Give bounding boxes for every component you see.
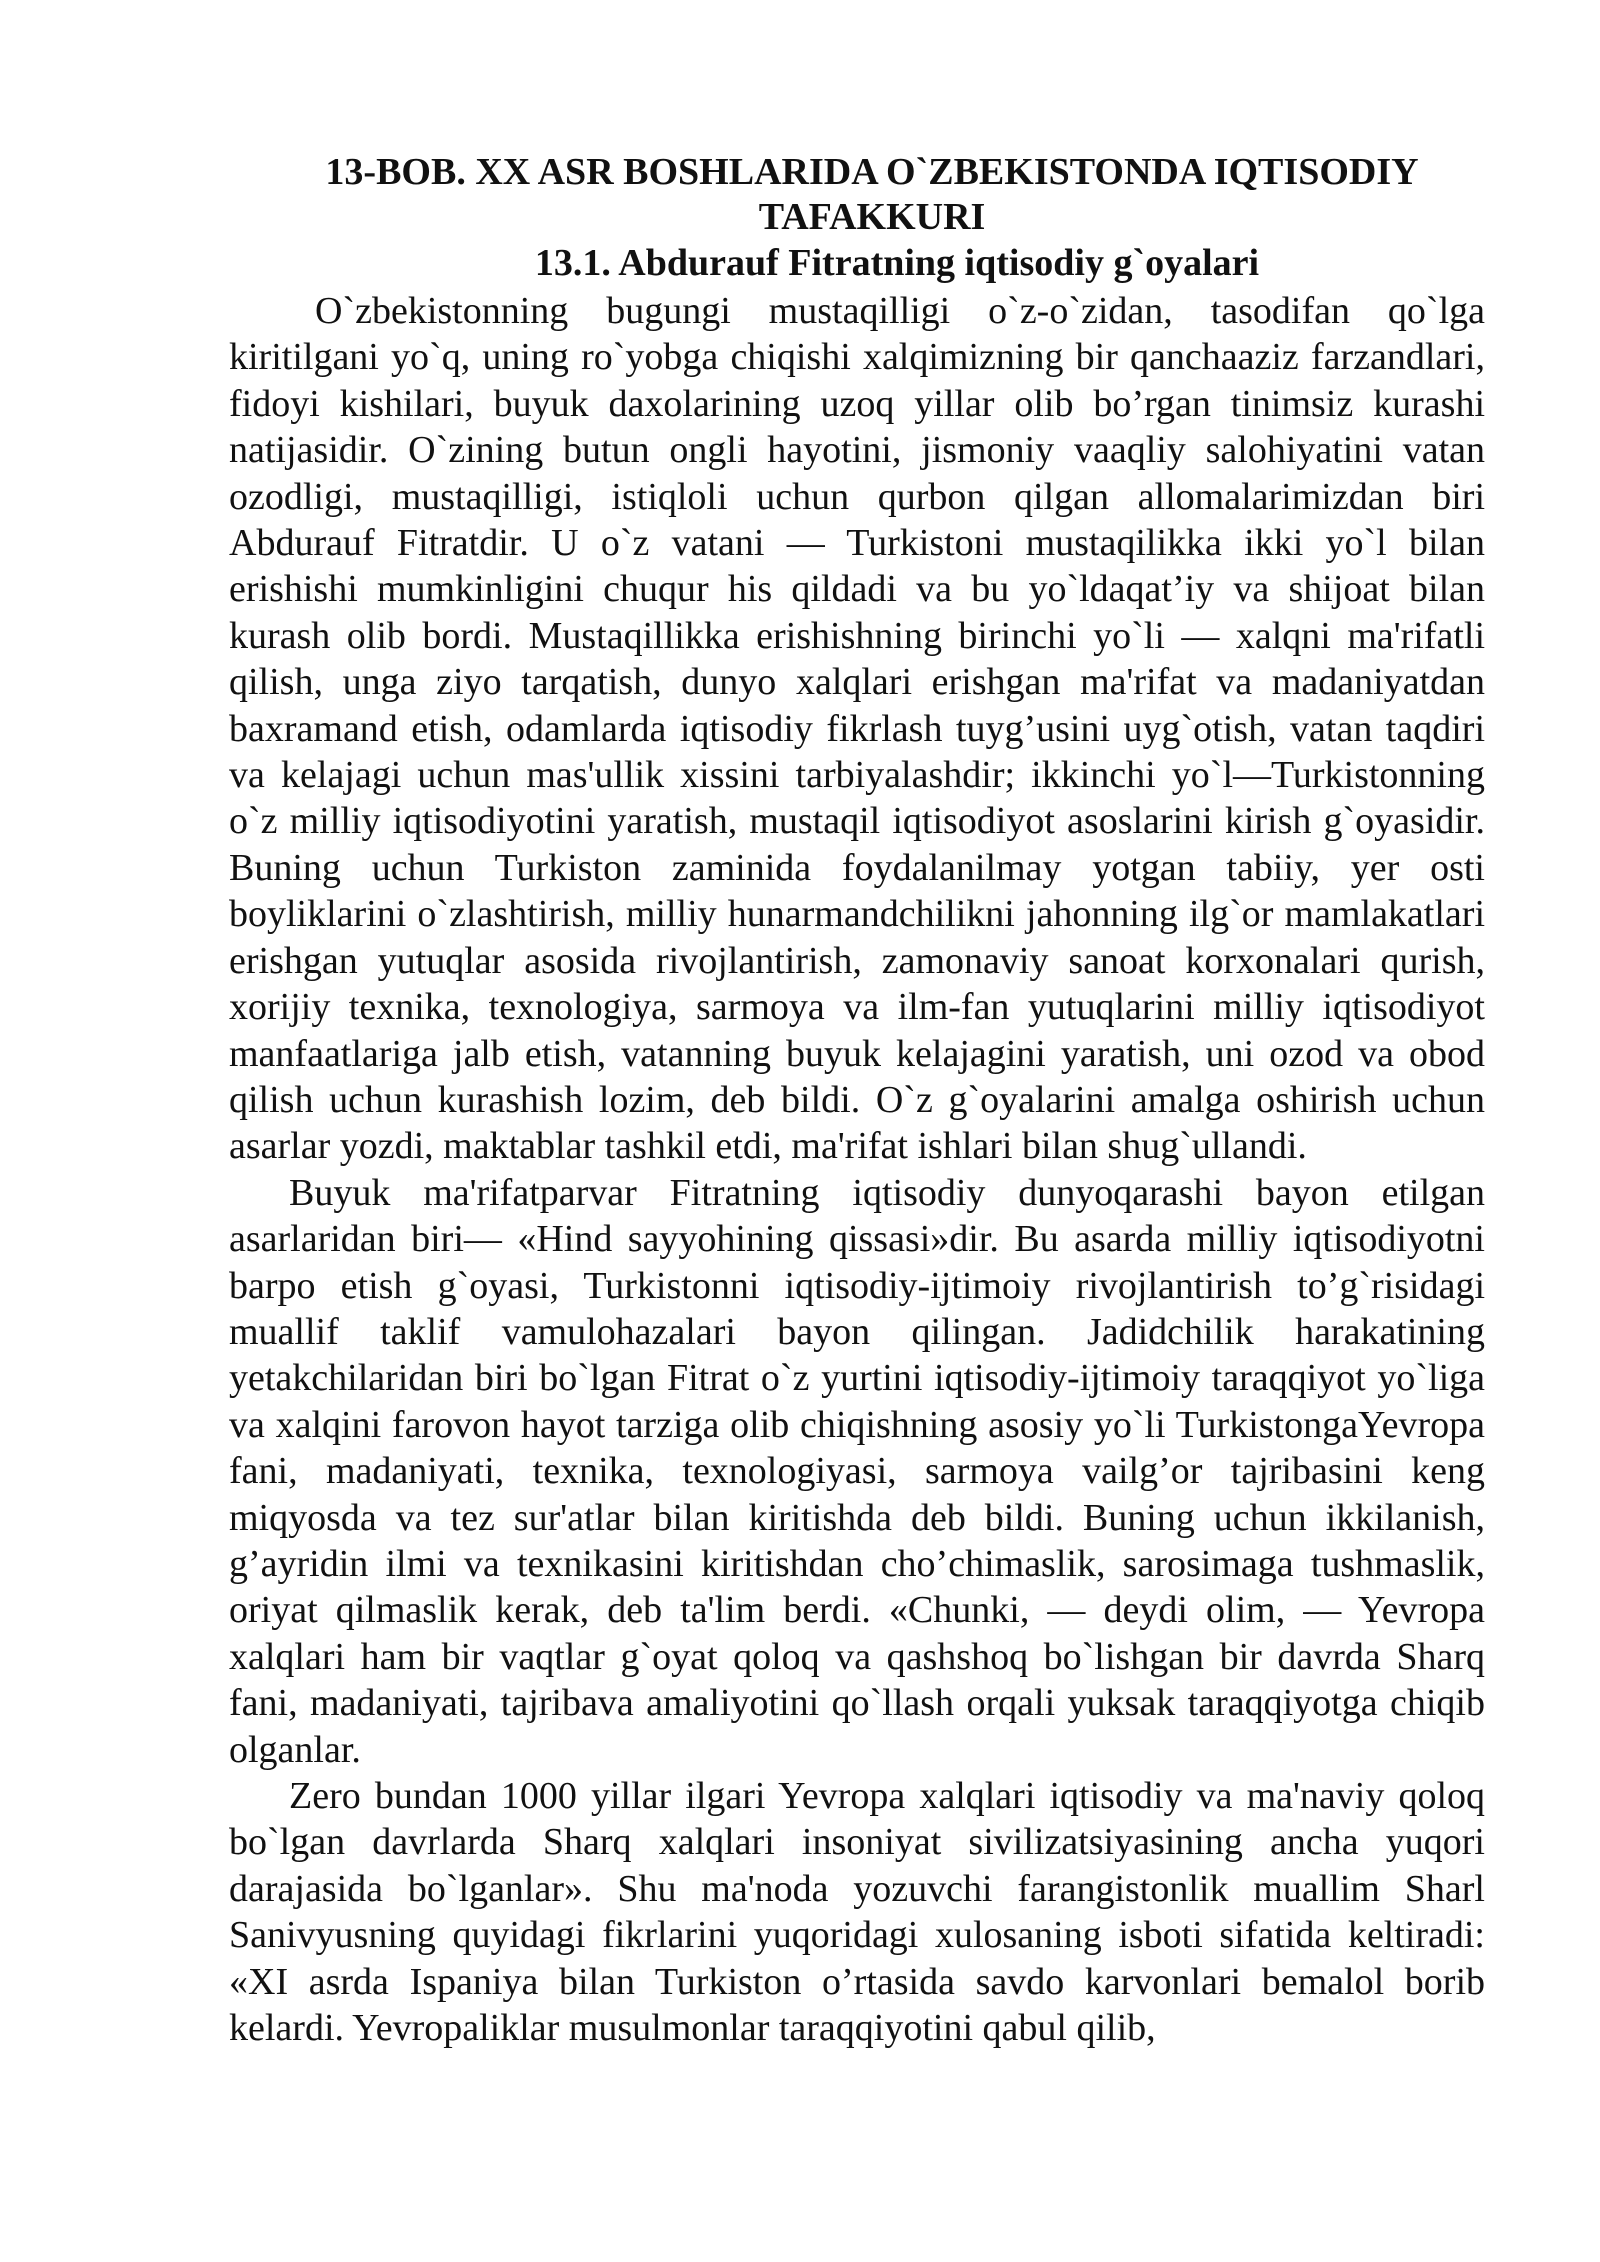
document-page xyxy=(229,150,1485,2051)
chapter-title-line-2: TAFAKKURI xyxy=(758,196,986,238)
paragraph-1: O`zbekistonning bugungi mustaqilligi o`z-o`zidan, tasodifan qo`lga kiritilgani yo`q, uning ro`yobga chiqishi xalqimizning bir qanchaaziz farzandlari, fidoyi kishilari, buyuk daxolarining uzoq yillar olib bo’rgan tinimsiz kurashi natijasidir. O`zining butun ongli hayotini, jismoniy vaaqliy salohiyatini vatan ozodligi, mustaqilligi, istiqloli uchun qurbon qilgan allomalarimizdan biri Abdurauf Fitratdir. U o`z vatani — Turkistoni mustaqilikka ikki yo`l bilan erishishi mumkinligini chuqur his qildadi va bu yo`ldaqat’iy va shijoat bilan kurash olib bordi. Mustaqillikka erishishning birinchi yo`li — xalqni ma'rifatli qilish, unga ziyo tarqatish, dunyo xalqlari erishgan ma'rifat va madaniyatdan baxramand etish, odamlarda iqtisodiy fikrlash tuyg’usini uyg`otish, vatan taqdiri va kelajagi uchun mas'ullik xissini tarbiyalashdir; ikkinchi yo`l—Turkistonning o`z milliy iqtisodiyotini yaratish, mustaqil iqtisodiyot asoslarini kirish g`oyasidir. Buning uchun Turkiston zaminida foydalanilmay yotgan tabiiy, yer osti boyliklarini o`zlashtirish, milliy hunarmandchilikni jahonning ilg`or mamlakatlari erishgan yutuqlar asosida rivojlantirish, zamonaviy sanoat korxonalari qurish, xorijiy texnika, texnologiya, sarmoya va ilm-fan yutuqlarini milliy iqtisodiyot manfaatlariga jalb etish, vatanning buyuk kelajagini yaratish, uni ozod va obod qilish uchun kurashish lozim, deb bildi. O`z g`oyalarini amalga oshirish uchun asarlar yozdi, maktablar tashkil etdi, ma'rifat ishlari bilan shug`ullandi. xyxy=(229,290,1485,1168)
paragraph-3: Zero bundan 1000 yillar ilgari Yevropa xalqlari iqtisodiy va ma'naviy qoloq bo`lgan davrlarda Sharq xalqlari insoniyat sivilizatsiyasining ancha yuqori darajasida bo`lganlar». Shu ma'noda yozuvchi farangistonlik muallim Sharl Sanivyusning quyidagi fikrlarini yuqoridagi xulosaning isboti sifatida keltiradi: «XI asrda Ispaniya bilan Turkiston o’rtasida savdo karvonlari bemalol borib kelardi. Yevropaliklar musulmonlar taraqqiyotini qabul qilib, xyxy=(229,1775,1485,2050)
chapter-title-line-1: 13-BOB. XX ASR BOSHLARIDA O`ZBEKISTONDA IQTISODIY xyxy=(325,151,1419,193)
section-title: 13.1. Abdurauf Fitratning iqtisodiy g`oyalari xyxy=(534,242,1260,284)
paragraph-2: Buyuk ma'rifatparvar Fitratning iqtisodiy dunyoqarashi bayon etilgan asarlaridan biri— «Hind sayyohining qissasi»dir. Bu asarda milliy iqtisodiyotni barpo etish g`oyasi, Turkistonni iqtisodiy-ijtimoiy rivojlantirish to’g`risidagi muallif taklif vamulohazalari bayon qilingan. Jadidchilik harakatining yetakchilaridan biri bo`lgan Fitrat o`z yurtini iqtisodiy-ijtimoiy taraqqiyot yo`liga va xalqini farovon hayot tarziga olib chiqishning asosiy yo`li TurkistongaYevropa fani, madaniyati, texnika, texnologiyasi, sarmoya vailg’or tajribasini keng miqyosda va tez sur'atlar bilan kiritishda deb bildi. Buning uchun ikkilanish, g’ayridin ilmi va texnikasini kiritishdan cho’chimaslik, sarosimaga tushmaslik, oriyat qilmaslik kerak, deb ta'lim berdi. «Chunki, — deydi olim, — Yevropa xalqlari ham bir vaqtlar g`oyat qoloq va qashshoq bo`lishgan bir davrda Sharq fani, madaniyati, tajribava amaliyotini qo`llash orqali yuksak taraqqiyotga chiqib olganlar. xyxy=(229,1171,1485,1771)
